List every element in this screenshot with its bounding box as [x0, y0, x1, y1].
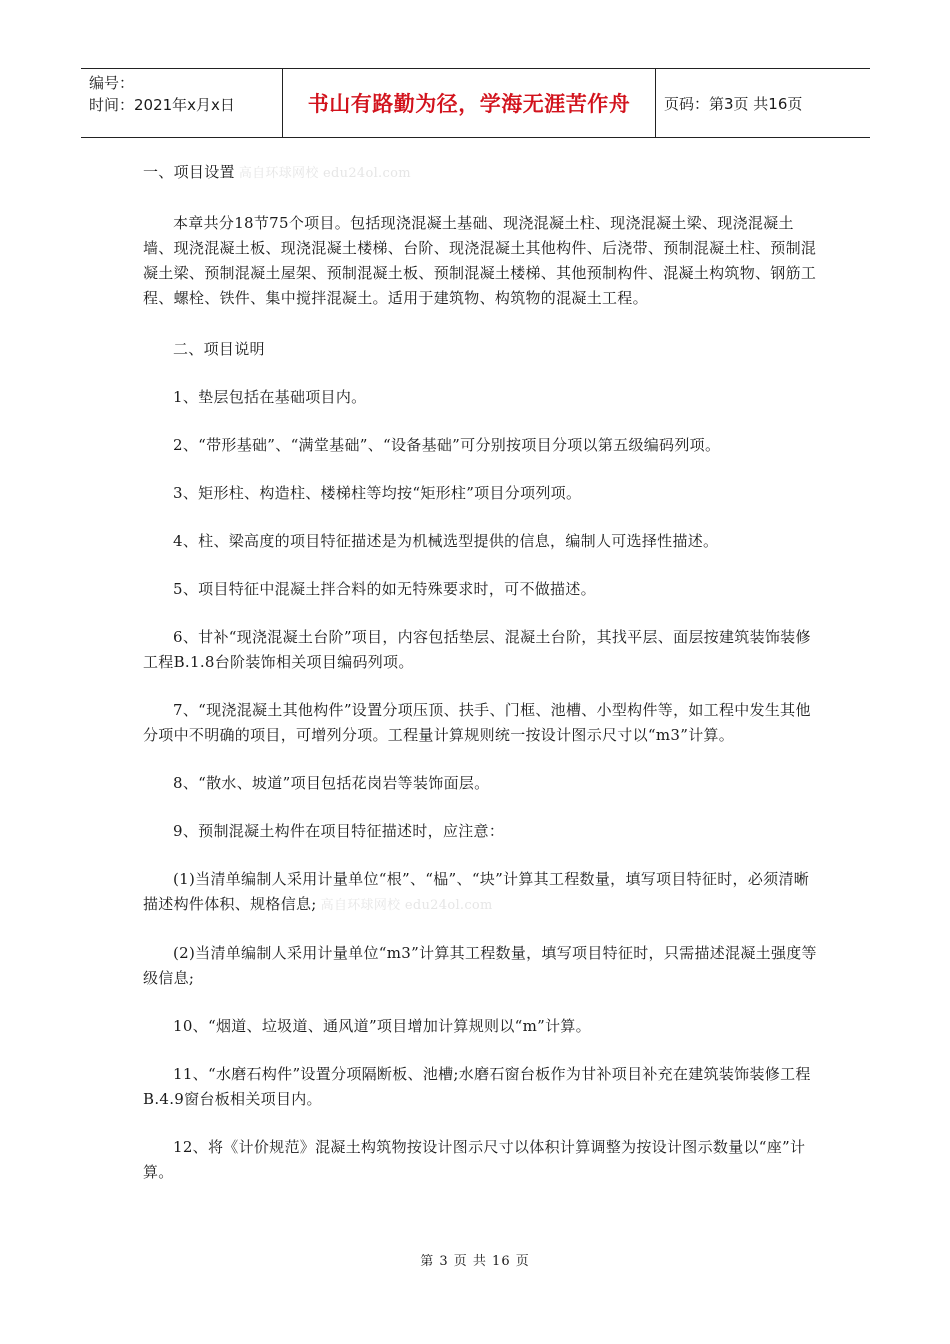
item-9: 9、预制混凝土构件在项目特征描述时，应注意：	[173, 822, 505, 840]
item-7: 7、“现浇混凝土其他构件”设置分项压顶、扶手、门框、池槽、小型构件等，如工程中发生其他分项中不明确的项目，可增列分项。工程量计算规则统一按设计图示尺寸以“m3”计算。	[143, 701, 811, 744]
section1-title	[143, 160, 823, 186]
header-meta	[81, 69, 283, 137]
item-3: 3、矩形柱、构造柱、楼梯柱等均按“矩形柱”项目分项列项。	[173, 484, 582, 502]
header-page-info	[656, 69, 870, 137]
watermark: 高自环球网校 edu24ol.com	[238, 166, 411, 181]
header-motto-cell	[283, 69, 656, 137]
document-body	[143, 160, 823, 1208]
number-label: 编号：	[89, 74, 135, 92]
item-9-2: (2)当清单编制人采用计量单位“m3”计算其工程数量，填写项目特征时，只需描述混凝土强度等级信息;	[143, 944, 817, 987]
section2-title: 二、项目说明	[173, 340, 265, 358]
item-12: 12、将《计价规范》混凝土构筑物按设计图示尺寸以体积计算调整为按设计图示数量以“座”计算。	[143, 1138, 806, 1181]
item-9-1-text: (1)当清单编制人采用计量单位“根”、“榀”、“块”计算其工程数量，填写项目特征时，必须清晰描述构件体积、规格信息;	[143, 870, 810, 913]
motto-text: 书山有路勤为径，学海无涯苦作舟	[307, 92, 631, 116]
item-1: 1、垫层包括在基础项目内。	[173, 388, 367, 406]
item-2: 2、“带形基础”、“满堂基础”、“设备基础”可分别按项目分项以第五级编码列项。	[173, 436, 721, 454]
section1-paragraph: 本章共分18节75个项目。包括现浇混凝土基础、现浇混凝土柱、现浇混凝土梁、现浇混凝土墙、现浇混凝土板、现浇混凝土楼梯、台阶、现浇混凝土其他构件、后浇带、预制混凝土柱、预制混凝土梁、预制混凝土屋架、预制混凝土板、预制混凝土楼梯、其他预制构件、混凝土构筑物、钢筋工程、螺栓、铁件、集中搅拌混凝土。适用于建筑物、构筑物的混凝土工程。	[143, 214, 817, 307]
item-10: 10、“烟道、垃圾道、通风道”项目增加计算规则以“m”计算。	[173, 1017, 591, 1035]
section1-title-text: 一、项目设置	[143, 163, 235, 181]
item-9-1	[143, 867, 823, 918]
item-5: 5、项目特征中混凝土拌合料的如无特殊要求时，可不做描述。	[173, 580, 596, 598]
page-info-text: 页码：第3页 共16页	[664, 94, 803, 113]
time-label: 时间：2021年x月x日	[89, 96, 235, 114]
item-11: 11、“水磨石构件”设置分项隔断板、池槽;水磨石窗台板作为甘补项目补充在建筑装饰装修工程B.4.9窗台板相关项目内。	[143, 1065, 811, 1108]
item-6: 6、甘补“现浇混凝土台阶”项目，内容包括垫层、混凝土台阶，其找平层、面层按建筑装饰装修工程B.1.8台阶装饰相关项目编码列项。	[143, 628, 811, 671]
watermark-2: 高自环球网校 edu24ol.com	[320, 898, 493, 913]
item-8: 8、“散水、坡道”项目包括花岗岩等装饰面层。	[173, 774, 490, 792]
header-table	[81, 68, 870, 138]
page-footer: 第 3 页 共 16 页	[420, 1254, 530, 1269]
item-4: 4、柱、梁高度的项目特征描述是为机械选型提供的信息，编制人可选择性描述。	[173, 532, 719, 550]
